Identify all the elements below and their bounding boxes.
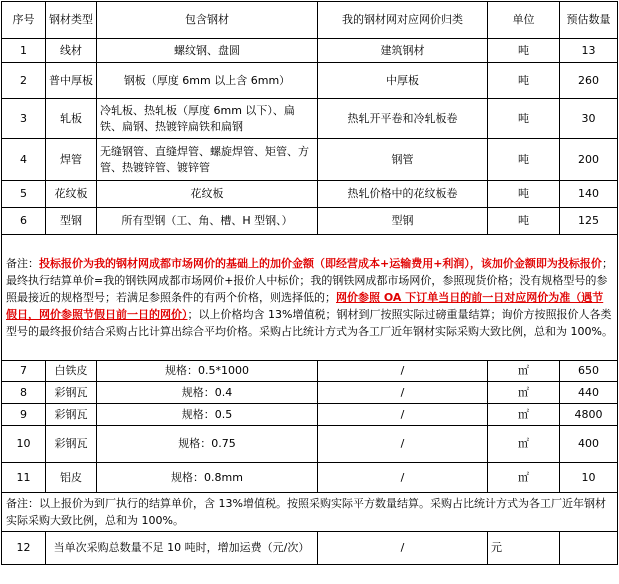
cell-category: / — [318, 382, 488, 404]
cell-qty: 440 — [560, 382, 618, 404]
cell-seq: 11 — [2, 463, 46, 493]
header-included: 包含钢材 — [97, 2, 318, 39]
cell-unit: 吨 — [488, 39, 560, 63]
cell-included: 钢板（厚度 6mm 以上含 6mm） — [97, 63, 318, 99]
header-unit: 单位 — [488, 2, 560, 39]
cell-category: / — [318, 426, 488, 463]
cell-seq: 10 — [2, 426, 46, 463]
table-row — [2, 404, 618, 426]
cell-type: 白铁皮 — [46, 361, 97, 382]
cell-qty: 140 — [560, 181, 618, 208]
cell-type: 线材 — [46, 39, 97, 63]
cell-seq: 8 — [2, 382, 46, 404]
note-row-2 — [2, 493, 618, 532]
cell-category: 钢管 — [318, 139, 488, 181]
table-row — [2, 208, 618, 235]
cell-qty: 400 — [560, 426, 618, 463]
cell-type: 花纹板 — [46, 181, 97, 208]
cell-unit: 吨 — [488, 208, 560, 235]
cell-category: 热轧价格中的花纹板卷 — [318, 181, 488, 208]
cell-type: 彩钢瓦 — [46, 426, 97, 463]
cell-spec: 规格：0.75 — [97, 426, 318, 463]
cell-seq: 1 — [2, 39, 46, 63]
note-1-label: 备注： — [6, 257, 39, 270]
cell-qty: 125 — [560, 208, 618, 235]
cell-spec: 规格：0.5*1000 — [97, 361, 318, 382]
cell-unit: ㎡ — [488, 382, 560, 404]
cell-unit: ㎡ — [488, 361, 560, 382]
cell-qty — [560, 532, 618, 565]
header-qty: 预估数量 — [560, 2, 618, 39]
table-row — [2, 532, 618, 565]
cell-seq: 5 — [2, 181, 46, 208]
cell-category: 建筑钢材 — [318, 39, 488, 63]
table-row — [2, 99, 618, 139]
cell-seq: 4 — [2, 139, 46, 181]
cell-unit: ㎡ — [488, 463, 560, 493]
cell-seq: 3 — [2, 99, 46, 139]
note-1-tax-and-average: ；以上价格均含 13%增值税；钢材到厂按照实际过磅重量结算；询价方按照报价人各类型号的最终报价结合采购占比计算出综合平均价格。采购占比统计方式为各工厂近年钢材实际采购大致比例，总和为 100%。 — [6, 308, 613, 338]
cell-seq: 9 — [2, 404, 46, 426]
cell-seq: 6 — [2, 208, 46, 235]
cell-category: / — [318, 463, 488, 493]
cell-unit: 吨 — [488, 181, 560, 208]
cell-category: 热轧开平卷和冷轧板卷 — [318, 99, 488, 139]
cell-unit: 吨 — [488, 63, 560, 99]
cell-category: 型钢 — [318, 208, 488, 235]
cell-type: 型钢 — [46, 208, 97, 235]
table-row — [2, 181, 618, 208]
cell-type: 铝皮 — [46, 463, 97, 493]
cell-qty: 200 — [560, 139, 618, 181]
table-row — [2, 361, 618, 382]
cell-qty: 30 — [560, 99, 618, 139]
table-row — [2, 39, 618, 63]
cell-spec: 规格：0.8mm — [97, 463, 318, 493]
cell-unit: ㎡ — [488, 426, 560, 463]
cell-qty: 650 — [560, 361, 618, 382]
cell-category: 中厚板 — [318, 63, 488, 99]
note-1 — [2, 235, 618, 361]
cell-seq: 7 — [2, 361, 46, 382]
cell-type: 焊管 — [46, 139, 97, 181]
cell-seq: 12 — [2, 532, 46, 565]
cell-category: / — [318, 404, 488, 426]
header-type: 钢材类型 — [46, 2, 97, 39]
cell-category: / — [318, 361, 488, 382]
cell-type: 彩钢瓦 — [46, 404, 97, 426]
note-1-bid-definition: 投标报价为我的钢材网成都市场网价的基础上的加价金额（即经营成本+运输费用+利润），该加价金额即为投标报价 — [39, 257, 602, 270]
cell-seq: 2 — [2, 63, 46, 99]
table-row — [2, 63, 618, 99]
note-1-settlement: ；最终执行结算单价=我的钢铁网成都市场网价+报价人中标价；我的钢铁网成都市场网价，参照现货价格；没有规格型号的参照最接近的规格型号；若满足参照条件的有两个价格，则选择低的； — [6, 257, 613, 304]
cell-unit: 吨 — [488, 139, 560, 181]
note-1-price-reference: 网价参照 OA 下订单当日的前一日对应网价为准（遇节假日，网价参照节假日前一日的网价） — [6, 291, 604, 321]
cell-type: 轧板 — [46, 99, 97, 139]
cell-unit: ㎡ — [488, 404, 560, 426]
cell-included: 花纹板 — [97, 181, 318, 208]
cell-included: 无缝钢管、直缝焊管、螺旋焊管、矩管、方管、热镀锌管、镀锌管 — [97, 139, 318, 181]
cell-included: 螺纹钢、盘圆 — [97, 39, 318, 63]
cell-qty: 13 — [560, 39, 618, 63]
cell-unit: 吨 — [488, 99, 560, 139]
header-category: 我的钢材网对应网价归类 — [318, 2, 488, 39]
table-row — [2, 382, 618, 404]
cell-type: 普中厚板 — [46, 63, 97, 99]
table-row — [2, 463, 618, 493]
cell-qty: 10 — [560, 463, 618, 493]
cell-freight-desc: 当单次采购总数量不足 10 吨时，增加运费（元/次） — [46, 532, 318, 565]
cell-spec: 规格：0.4 — [97, 382, 318, 404]
cell-qty: 4800 — [560, 404, 618, 426]
header-seq: 序号 — [2, 2, 46, 39]
note-2: 备注：以上报价为到厂执行的结算单价，含 13%增值税。按照采购实际平方数量结算。采购占比统计方式为各工厂近年钢材实际采购大致比例，总和为 100%。 — [2, 493, 618, 532]
cell-type: 彩钢瓦 — [46, 382, 97, 404]
cell-included: 所有型钢（工、角、槽、H 型钢、） — [97, 208, 318, 235]
cell-unit: 元 — [488, 532, 560, 565]
cell-qty: 260 — [560, 63, 618, 99]
steel-quote-table — [1, 1, 618, 565]
table-row — [2, 426, 618, 463]
note-row-1 — [2, 235, 618, 361]
table-row — [2, 139, 618, 181]
cell-included: 冷轧板、热轧板（厚度 6mm 以下）、扁铁、扁钢、热镀锌扁铁和扁钢 — [97, 99, 318, 139]
cell-spec: 规格：0.5 — [97, 404, 318, 426]
cell-category: / — [318, 532, 488, 565]
header-row — [2, 2, 618, 39]
